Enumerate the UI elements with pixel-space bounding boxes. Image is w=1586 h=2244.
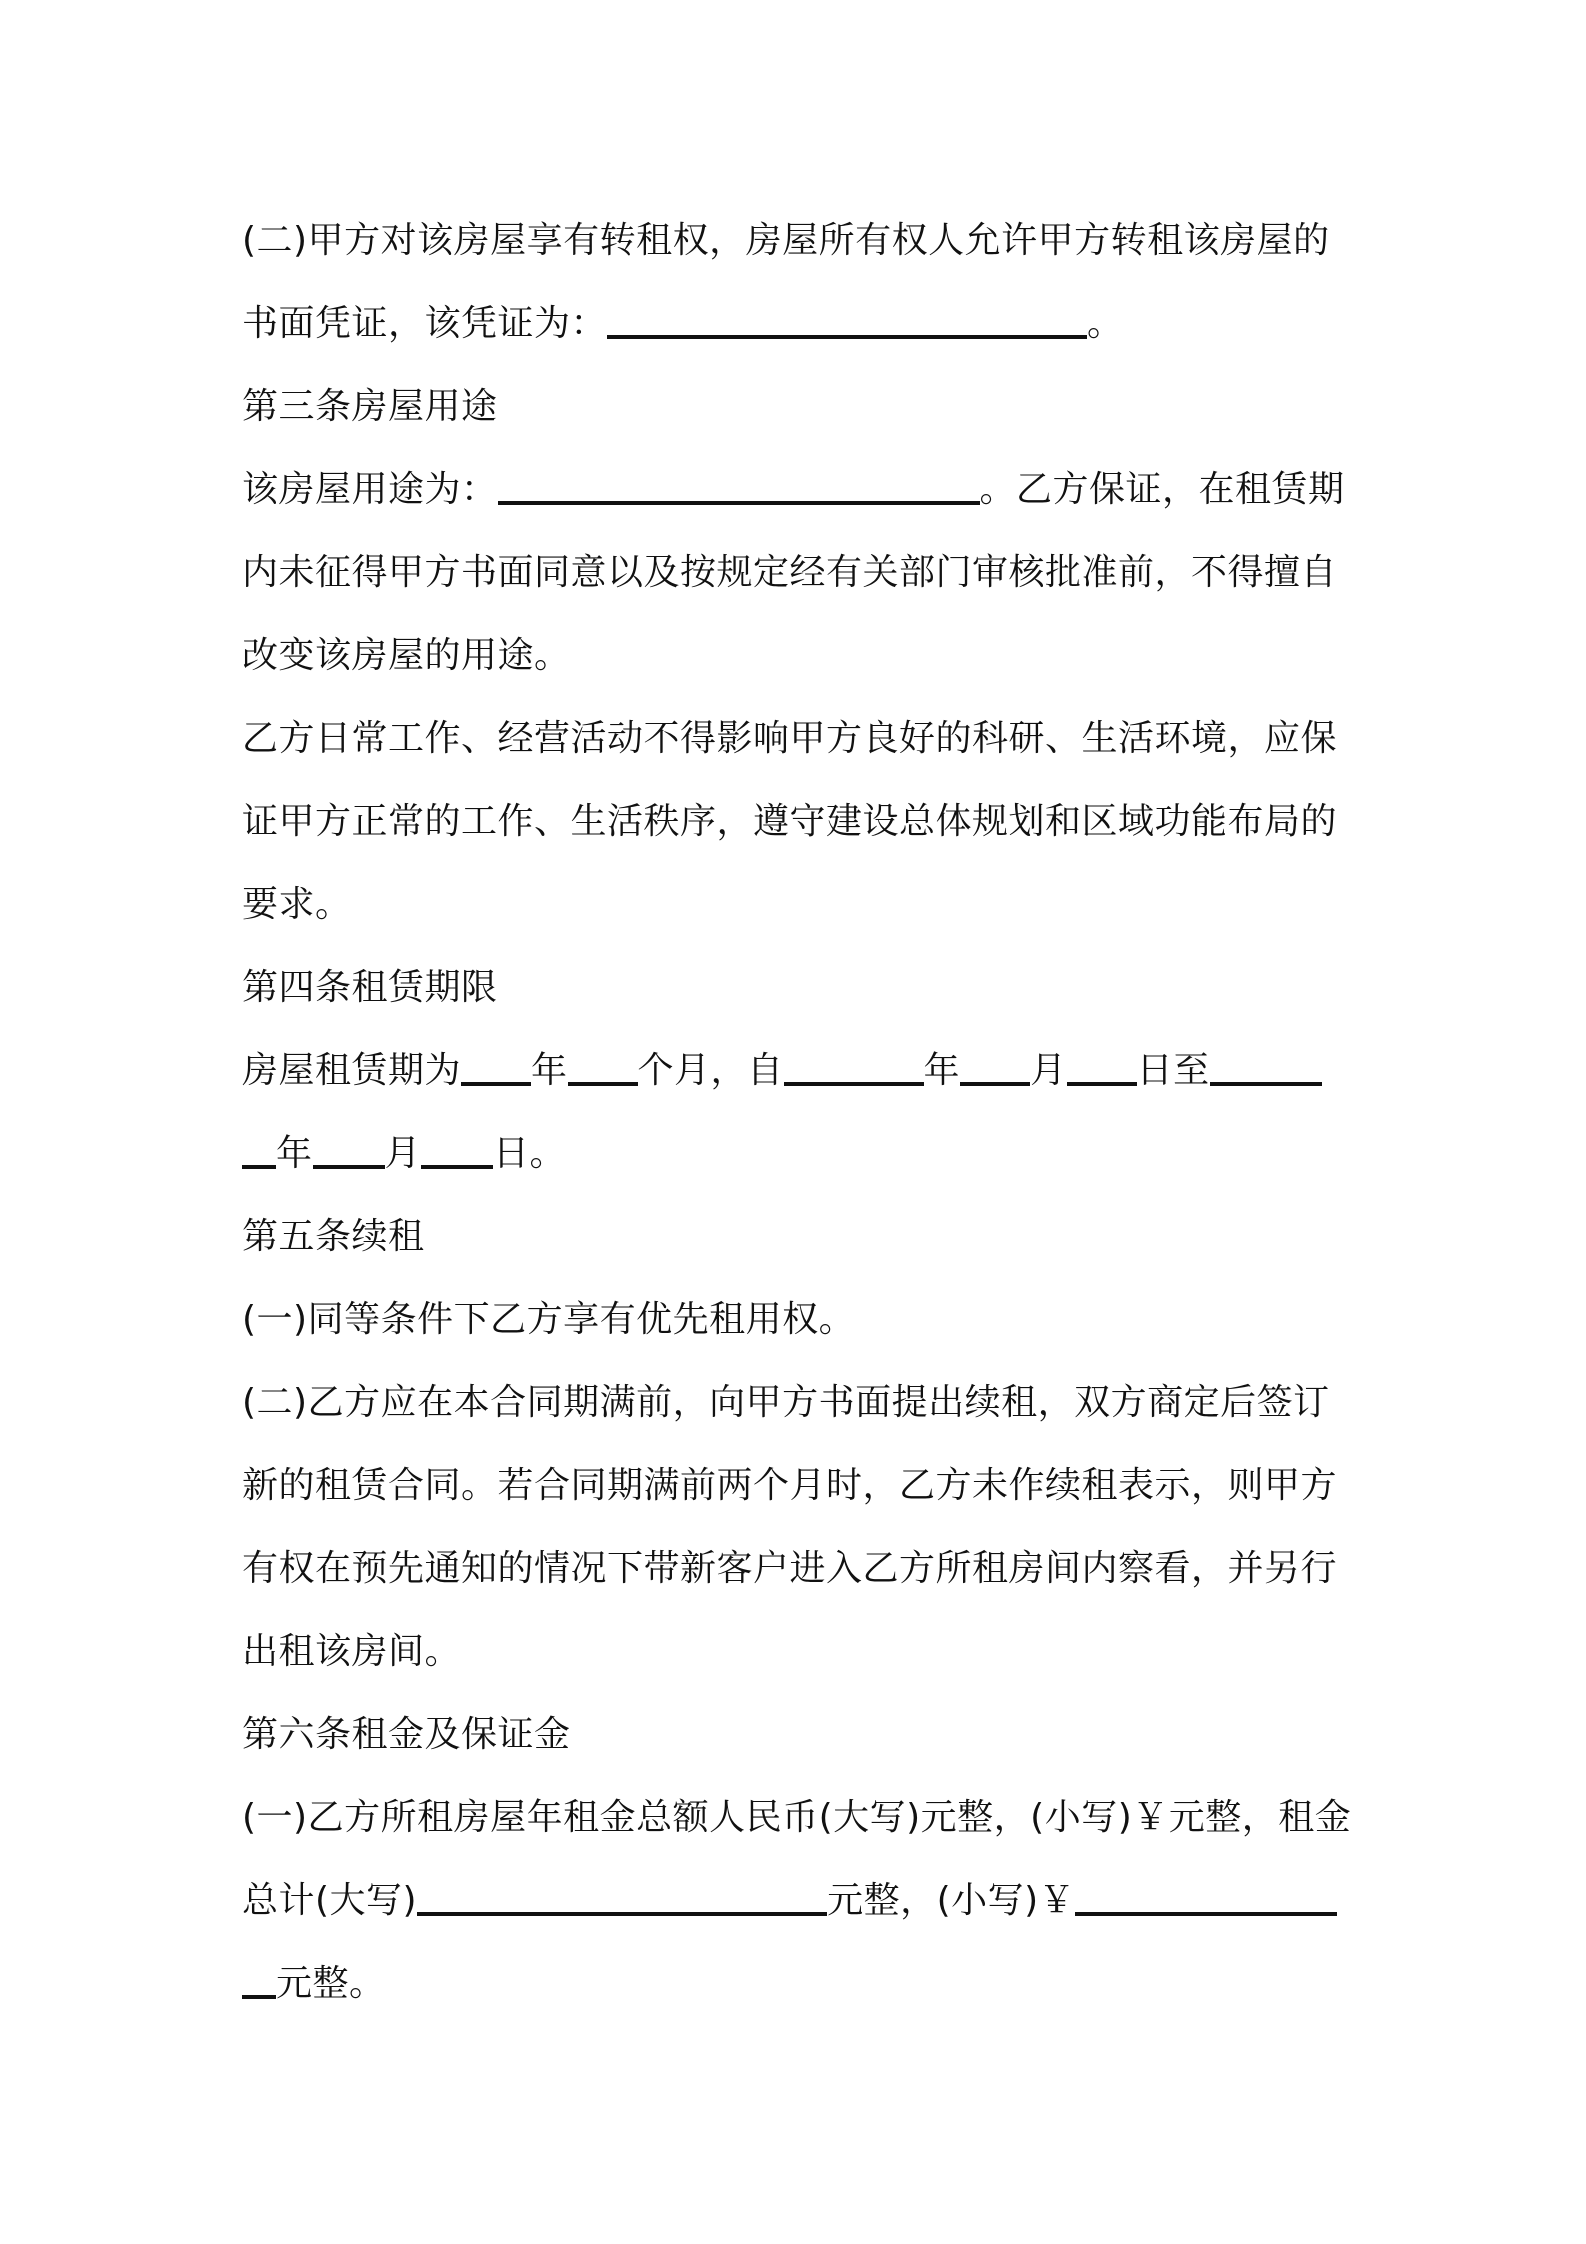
paragraph-line: [242, 1527, 1352, 1610]
paragraph-line: [242, 697, 1352, 780]
paragraph-line: [242, 282, 1352, 365]
blank-line: [607, 301, 1087, 339]
paragraph-line: [242, 531, 1352, 614]
paragraph-line: [242, 1610, 1352, 1693]
heading-text: 第四条租赁期限: [242, 967, 498, 1008]
paragraph-line: [242, 1278, 1352, 1361]
section-heading: [242, 1195, 1352, 1278]
text: 有权在预先通知的情况下带新客户进入乙方所租房间内察看，并另行: [242, 1548, 1338, 1589]
text: 证甲方正常的工作、生活秩序，遵守建设总体规划和区域功能布局的: [242, 801, 1338, 842]
text: 该房屋用途为：: [242, 469, 498, 510]
text: 改变该房屋的用途。: [242, 635, 571, 676]
paragraph-line: [242, 1112, 1352, 1195]
blank-line: [568, 1048, 638, 1086]
text: 。乙方保证，在租赁期: [979, 469, 1345, 510]
text: 年: [923, 1050, 961, 1091]
text: 新的租赁合同。若合同期满前两个月时，乙方未作续租表示，则甲方: [242, 1465, 1338, 1506]
text: 房屋租赁期为: [242, 1050, 462, 1091]
blank-line: [461, 1048, 531, 1086]
text: 总计(大写): [242, 1880, 418, 1921]
text: 月: [384, 1133, 422, 1174]
blank-line: [242, 1961, 276, 1999]
contract-page: [242, 199, 1352, 2025]
text: 出租该房间。: [242, 1631, 462, 1672]
text: 要求。: [242, 884, 352, 925]
blank-line: [242, 1131, 276, 1169]
heading-text: 第三条房屋用途: [242, 386, 498, 427]
text: 元整，(小写)￥: [827, 1880, 1076, 1921]
blank-line: [498, 467, 980, 505]
paragraph-line: [242, 1361, 1352, 1444]
paragraph-line: [242, 1444, 1352, 1527]
blank-line: [1075, 1878, 1337, 1916]
text: (二)乙方应在本合同期满前，向甲方书面提出续租，双方商定后签订: [242, 1382, 1330, 1423]
text: (一)乙方所租房屋年租金总额人民币(大写)元整，(小写)￥元整，租金: [242, 1797, 1352, 1838]
text: (二)甲方对该房屋享有转租权，房屋所有权人允许甲方转租该房屋的: [242, 220, 1330, 261]
paragraph-line: [242, 863, 1352, 946]
blank-line: [960, 1048, 1030, 1086]
text: 月: [1030, 1050, 1067, 1091]
paragraph-line: [242, 1859, 1352, 1942]
paragraph-line: [242, 1776, 1352, 1859]
paragraph-line: [242, 448, 1352, 531]
blank-line: [417, 1878, 827, 1916]
blank-line: [784, 1048, 924, 1086]
blank-line: [421, 1131, 493, 1169]
text: 元整。: [276, 1963, 386, 2004]
text: 年: [276, 1133, 313, 1174]
text: 日至: [1136, 1050, 1210, 1091]
text: 内未征得甲方书面同意以及按规定经有关部门审核批准前，不得擅自: [242, 552, 1338, 593]
section-heading: [242, 1693, 1352, 1776]
blank-line: [1067, 1048, 1137, 1086]
section-heading: [242, 946, 1352, 1029]
paragraph-line: [242, 1942, 1352, 2025]
paragraph-line: [242, 199, 1352, 282]
text: 乙方日常工作、经营活动不得影响甲方良好的科研、生活环境，应保: [242, 718, 1338, 759]
blank-line: [1210, 1048, 1322, 1086]
paragraph-line: [242, 780, 1352, 863]
heading-text: 第五条续租: [242, 1216, 425, 1257]
paragraph-line: [242, 614, 1352, 697]
text: 年: [531, 1050, 568, 1091]
text: 个月，自: [637, 1050, 784, 1091]
paragraph-line: [242, 1029, 1352, 1112]
text: 书面凭证，该凭证为：: [242, 303, 608, 344]
heading-text: 第六条租金及保证金: [242, 1714, 571, 1755]
text: 日。: [493, 1133, 567, 1174]
text: (一)同等条件下乙方享有优先租用权。: [242, 1299, 856, 1340]
text: 。: [1087, 303, 1124, 344]
section-heading: [242, 365, 1352, 448]
blank-line: [313, 1131, 385, 1169]
